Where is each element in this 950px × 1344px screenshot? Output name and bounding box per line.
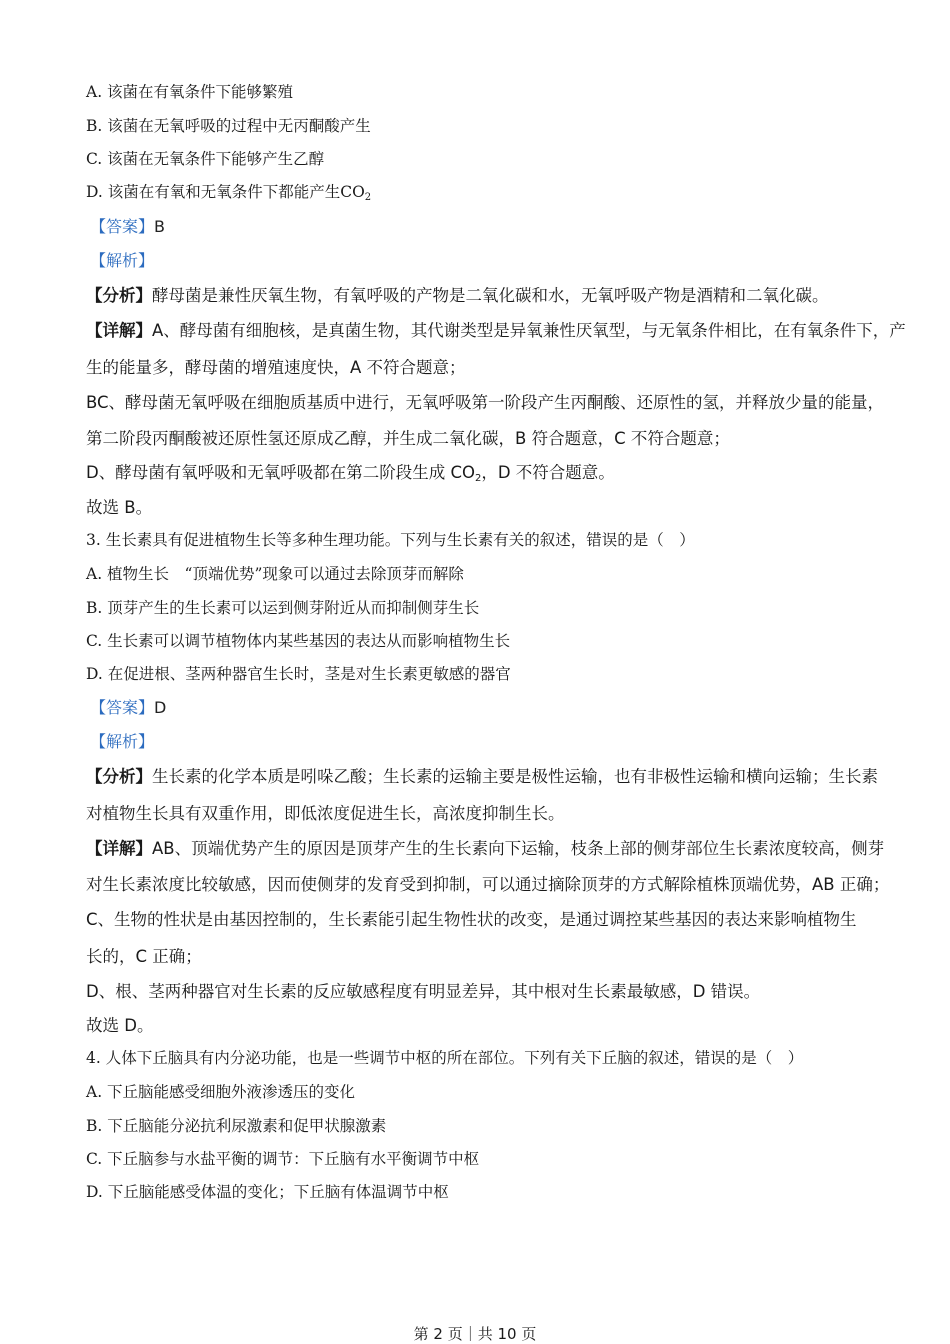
- q2-conclusion: 故选 B。: [86, 498, 153, 517]
- q2-option-b: B. 该菌在无氧呼吸的过程中无丙酮酸产生: [86, 117, 371, 135]
- q2-option-d-text: D. 该菌在有氧和无氧条件下都能产生CO: [86, 183, 365, 201]
- q2-xiangjie-1: [86, 317, 906, 341]
- q3-stem: 3. 生长素具有促进植物生长等多种生理功能。下列与生长素有关的叙述，错误的是（ ）: [86, 531, 695, 549]
- q3-analysis-label: 【解析】: [90, 732, 155, 751]
- q2-analysis-label: 【解析】: [90, 251, 155, 270]
- q3-option-b: B. 顶芽产生的生长素可以运到侧芽附近从而抑制侧芽生长: [86, 599, 480, 617]
- q2-answer: [90, 214, 165, 237]
- q2-option-a: A. 该菌在有氧条件下能够繁殖: [86, 83, 294, 101]
- q3-xiangjie-4: 长的，C 正确；: [86, 947, 202, 966]
- q3-xiangjie-5: D、根、茎两种器官对生长素的反应敏感程度有明显差异，其中根对生长素最敏感，D 错误。: [86, 982, 761, 1001]
- q3-analysis-heading: [90, 729, 154, 752]
- q2-xiangjie-5-subscript: 2: [474, 473, 482, 484]
- q2-xiangjie-2: 生的能量多，酵母菌的增殖速度快，A 不符合题意；: [86, 358, 466, 377]
- q3-fenxi-1: [86, 763, 878, 787]
- q3-option-a: A. 植物生长 “顶端优势”现象可以通过去除顶芽而解除: [86, 565, 464, 583]
- q2-xiangjie-text-1: A、酵母菌有细胞核，是真菌生物，其代谢类型是异氧兼性厌氧型，与无氧条件相比，在有氧条件下，产: [152, 321, 906, 340]
- q2-analysis-heading: [90, 248, 154, 271]
- q3-option-d: D. 在促进根、茎两种器官生长时，茎是对生长素更敏感的器官: [86, 665, 511, 683]
- q2-fenxi: [86, 282, 829, 306]
- q3-fenxi-label: 【分析】: [86, 767, 152, 786]
- q2-xiangjie-5-text: D、酵母菌有氧呼吸和无氧呼吸都在第二阶段生成 CO: [86, 463, 475, 482]
- q3-answer: [90, 695, 166, 718]
- q2-option-d: [86, 180, 371, 203]
- q2-xiangjie-4: 第二阶段丙酮酸被还原性氢还原成乙醇，并生成二氧化碳，B 符合题意，C 不符合题意；: [86, 429, 730, 448]
- q3-answer-label: 【答案】: [90, 698, 155, 717]
- q3-xiangjie-2: 对生长素浓度比较敏感，因而使侧芽的发育受到抑制，可以通过摘除顶芽的方式解除植株顶端优势，AB 正确；: [86, 875, 890, 894]
- q2-fenxi-text: 酵母菌是兼性厌氧生物，有氧呼吸的产物是二氧化碳和水，无氧呼吸产物是酒精和二氧化碳。: [152, 286, 829, 305]
- q2-xiangjie-label: 【详解】: [86, 321, 152, 340]
- q2-xiangjie-5-suffix: ，D 不符合题意。: [481, 463, 615, 482]
- q4-option-d: D. 下丘脑能感受体温的变化；下丘脑有体温调节中枢: [86, 1183, 449, 1201]
- q4-option-a: A. 下丘脑能感受细胞外液渗透压的变化: [86, 1083, 356, 1101]
- q2-option-c: C. 该菌在无氧条件下能够产生乙醇: [86, 150, 325, 168]
- q4-option-b: B. 下丘脑能分泌抗利尿激素和促甲状腺激素: [86, 1117, 387, 1135]
- q4-option-c: C. 下丘脑参与水盐平衡的调节：下丘脑有水平衡调节中枢: [86, 1150, 480, 1168]
- q3-answer-value: D: [154, 698, 167, 717]
- q3-fenxi-2: 对植物生长具有双重作用，即低浓度促进生长，高浓度抑制生长。: [86, 804, 565, 823]
- q2-xiangjie-3: BC、酵母菌无氧呼吸在细胞质基质中进行，无氧呼吸第一阶段产生丙酮酸、还原性的氢，并释放少量的能量，: [86, 393, 885, 412]
- q2-answer-value: B: [154, 217, 165, 236]
- q2-option-d-subscript: 2: [364, 192, 372, 203]
- q3-option-c: C. 生长素可以调节植物体内某些基因的表达从而影响植物生长: [86, 632, 511, 650]
- q3-xiangjie-1: [86, 835, 884, 859]
- q2-xiangjie-5: [86, 459, 615, 484]
- q3-xiangjie-text-1: AB、顶端优势产生的原因是顶芽产生的生长素向下运输，枝条上部的侧芽部位生长素浓度较高，侧芽: [152, 839, 885, 858]
- q3-xiangjie-label: 【详解】: [86, 839, 152, 858]
- q3-xiangjie-3: C、生物的性状是由基因控制的，生长素能引起生物性状的改变，是通过调控某些基因的表达来影响植物生: [86, 910, 857, 929]
- q2-fenxi-label: 【分析】: [86, 286, 152, 305]
- q4-stem: 4. 人体下丘脑具有内分泌功能，也是一些调节中枢的所在部位。下列有关下丘脑的叙述，错误的是（ ）: [86, 1049, 804, 1067]
- q2-answer-label: 【答案】: [90, 217, 155, 236]
- q3-conclusion: 故选 D。: [86, 1016, 154, 1035]
- page-footer: 第 2 页｜共 10 页: [413, 1325, 537, 1343]
- q3-fenxi-text-1: 生长素的化学本质是吲哚乙酸；生长素的运输主要是极性运输，也有非极性运输和横向运输；生长素: [152, 767, 878, 786]
